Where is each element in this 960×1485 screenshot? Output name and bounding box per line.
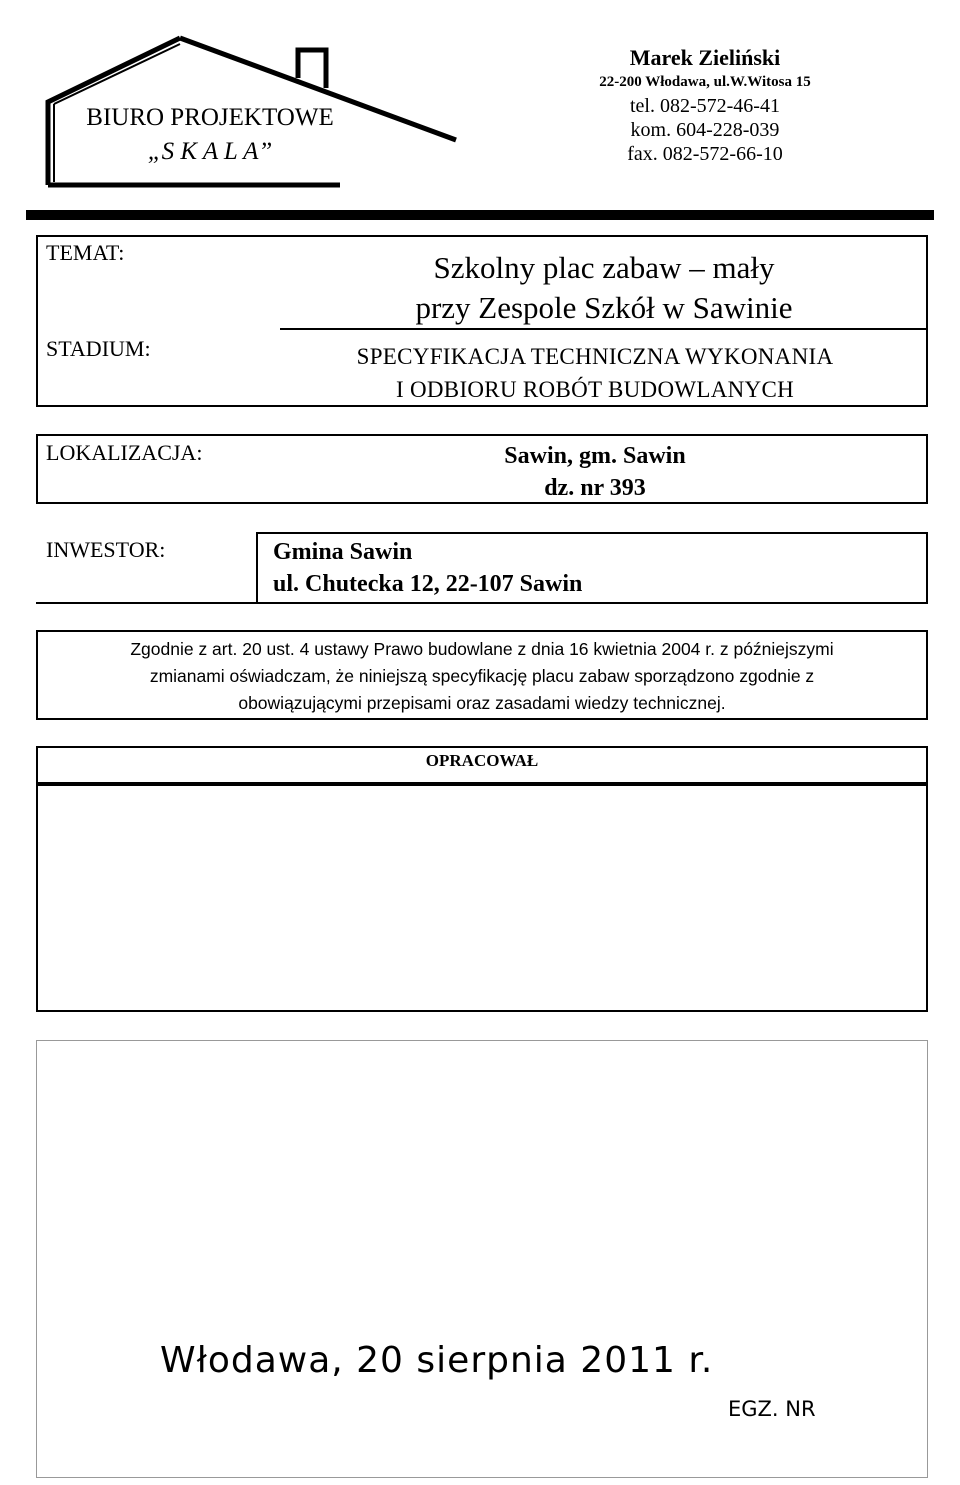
legal-statement: [38, 636, 926, 717]
temat-line-1: Szkolny plac zabaw – mały: [433, 250, 775, 285]
contact-block: [560, 46, 850, 166]
lokalizacja-line-2: dz. nr 393: [544, 475, 646, 501]
header-divider: [26, 210, 934, 220]
contact-fax: fax. 082-572-66-10: [627, 143, 783, 165]
stadium-text: [280, 340, 910, 406]
lokalizacja-line-1: Sawin, gm. Sawin: [504, 443, 686, 469]
legal-line-3: obowiązującymi przepisami oraz zasadami wiedzy technicznej.: [238, 693, 726, 713]
opracowal-content-box: [36, 784, 928, 1012]
temat-line-2: przy Zespole Szkół w Sawinie: [415, 290, 793, 325]
stadium-line-2: I ODBIORU ROBÓT BUDOWLANYCH: [395, 377, 795, 402]
contact-tel: tel. 082-572-46-41: [630, 95, 780, 117]
logo-subtitle: „S K A L A”: [147, 138, 273, 165]
inwestor-line-2: ul. Chutecka 12, 22-107 Sawin: [273, 571, 583, 597]
temat-title: [280, 248, 928, 328]
contact-kom: kom. 604-228-039: [630, 119, 780, 141]
inwestor-text: [273, 536, 582, 600]
inwestor-line-1: Gmina Sawin: [273, 539, 413, 565]
label-temat: TEMAT:: [46, 240, 125, 265]
temat-separator: [280, 328, 928, 330]
label-stadium: STADIUM:: [46, 336, 151, 361]
footer-copy-number: EGZ. NR: [728, 1397, 816, 1421]
legal-line-2: zmianami oświadczam, że niniejszą specyfikację placu zabaw sporządzono zgodnie z: [149, 666, 815, 686]
stadium-line-1: SPECYFIKACJA TECHNICZNA WYKONANIA: [356, 344, 834, 369]
legal-line-1: Zgodnie z art. 20 ust. 4 ustawy Prawo budowlane z dnia 16 kwietnia 2004 r. z późniejszymi: [130, 639, 834, 659]
label-lokalizacja: LOKALIZACJA:: [46, 440, 203, 465]
logo-title: BIURO PROJEKTOWE: [86, 104, 334, 131]
contact-address: 22-200 Włodawa, ul.W.Witosa 15: [599, 74, 811, 90]
footer-date: Włodawa, 20 sierpnia 2011 r.: [160, 1340, 714, 1381]
label-inwestor: INWESTOR:: [46, 537, 166, 562]
lokalizacja-text: [400, 440, 790, 504]
inwestor-left-rule: [36, 602, 258, 604]
contact-name: Marek Zieliński: [629, 45, 781, 70]
opracowal-label: OPRACOWAŁ: [425, 751, 539, 770]
